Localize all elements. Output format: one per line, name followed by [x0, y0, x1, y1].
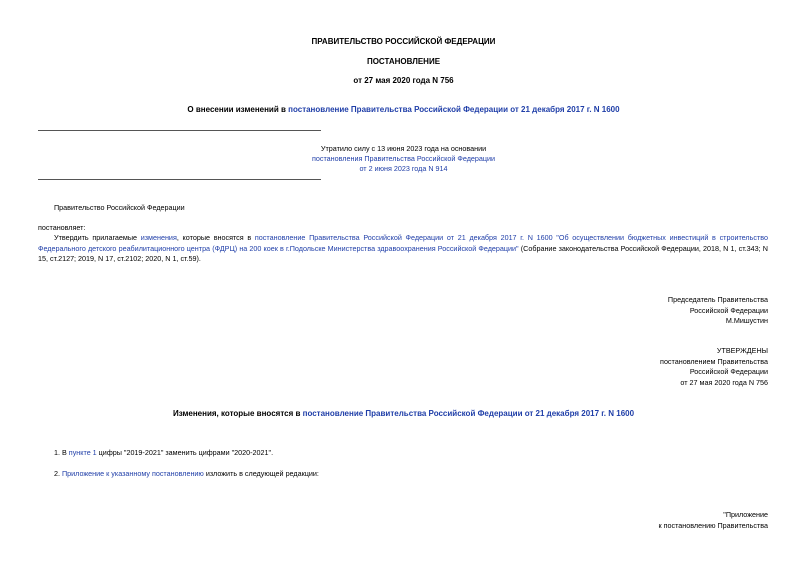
changes-title-prefix: Изменения, которые вносятся в [172, 409, 303, 418]
item2-prefix: 2. [54, 469, 62, 478]
government-heading: ПРАВИТЕЛЬСТВО РОССИЙСКОЙ ФЕДЕРАЦИИ [311, 37, 496, 46]
para-mid: , которые вносятся в [176, 233, 255, 242]
resolution-paragraph [38, 233, 768, 265]
item2-rest: изложить в следующей редакции: [203, 469, 319, 478]
document-title-prefix: О внесении изменений в [187, 105, 289, 114]
approved-line1: УТВЕРЖДЕНЫ [716, 346, 768, 355]
changes-title [0, 408, 807, 419]
para-end: (Собрание законодательства Российской Федерации, 2018, N 1, ст.343; N 15, ст.2127; 2019, N 17, ст.2102; 2020, N 1, ст.59). [38, 243, 769, 263]
document-date-number: от 27 мая 2020 года N 756 [353, 76, 454, 85]
changes-title-link[interactable]: постановление Правительства Российской Федерации от 21 декабря 2017 г. N 1600 [302, 409, 635, 418]
document-title [0, 104, 807, 115]
para-approve: Утвердить прилагаемые [54, 233, 141, 242]
change-item-1 [54, 448, 273, 459]
approved-block [660, 346, 768, 388]
divider-bottom [38, 179, 321, 180]
approved-line4: от 27 мая 2020 года N 756 [680, 377, 768, 387]
status-note-link-line3[interactable]: от 2 июня 2023 года N 914 [359, 164, 448, 173]
approved-line3: Российской Федерации [689, 367, 768, 376]
link-resolution-1600[interactable]: постановление Правительства Российской Федерации от 21 декабря 2017 г. N 1600 "Об осуществлении бюджетных инвестиций в строительство Федерального детского реабилитационного центра (ФДРЦ) на 200 коек в г.Подольске Министерства здравоохранения Российской Федерации" [38, 233, 768, 253]
signature-block [668, 295, 768, 327]
item2-link[interactable]: Приложение к указанному постановлению [62, 469, 204, 478]
signature-line1: Председатель Правительства [667, 295, 768, 304]
issuer: Правительство Российской Федерации [54, 203, 185, 212]
appendix-line2: к постановлению Правительства [658, 520, 768, 530]
signature-line3: М.Мишустин [725, 316, 768, 325]
item1-rest: цифры "2019-2021" заменить цифрами "2020-2021". [96, 448, 274, 457]
document-title-link[interactable]: постановление Правительства Российской Федерации от 21 декабря 2017 г. N 1600 [288, 105, 620, 114]
resolves-word: постановляет: [38, 223, 86, 232]
document-type: ПОСТАНОВЛЕНИЕ [366, 57, 441, 66]
divider-top [38, 130, 321, 131]
item1-prefix: 1. В [54, 448, 69, 457]
signature-line2: Российской Федерации [689, 305, 768, 315]
item1-link[interactable]: пункте 1 [68, 448, 97, 457]
appendix-line1: "Приложение [723, 510, 768, 519]
status-note-link-line2[interactable]: постановления Правительства Российской Федерации [311, 154, 496, 163]
approved-line2: постановлением Правительства [660, 356, 768, 366]
link-changes[interactable]: изменения [140, 233, 177, 242]
appendix-block [658, 510, 768, 531]
change-item-2 [54, 469, 319, 480]
status-note-line1: Утратило силу с 13 июня 2023 года на основании [320, 144, 487, 153]
